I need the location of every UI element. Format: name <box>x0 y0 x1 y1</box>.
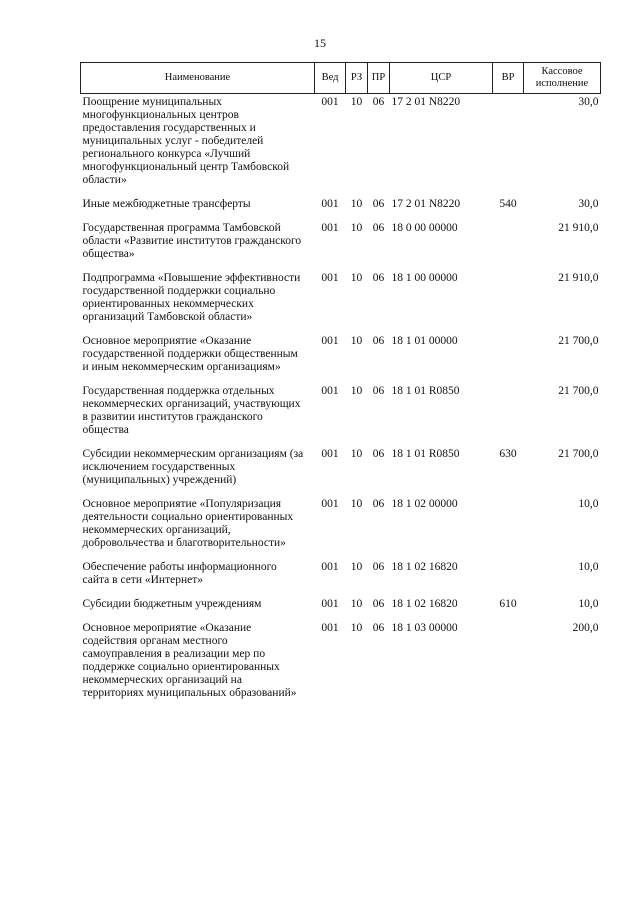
row-rz: 10 <box>350 272 363 284</box>
row-pr: 06 <box>372 498 385 510</box>
row-ved: 001 <box>321 598 339 610</box>
table-row <box>81 220 601 270</box>
row-vr <box>493 94 524 197</box>
row-name: Обеспечение работы информационного сайта в сети «Интернет» <box>82 561 277 586</box>
row-ved: 001 <box>321 498 339 510</box>
row-amount: 30,0 <box>578 96 599 108</box>
table-row <box>81 383 601 446</box>
row-name: Подпрограмма «Повышение эффективности государственной поддержки социально ориентированных некоммерческих организаций Тамбовской области» <box>82 272 301 323</box>
row-name: Основное мероприятие «Оказание государственной поддержки общественным и иным некоммерческим организациям» <box>82 335 298 373</box>
row-name: Поощрение муниципальных многофункциональных центров предоставления государственных и муниципальных услуг - победителей регионального конкурса «Лучший многофункциональный центр Тамбовской области» <box>82 96 290 186</box>
header-name: Наименование <box>81 63 315 94</box>
row-amount: 21 700,0 <box>558 448 599 460</box>
row-amount: 21 910,0 <box>558 272 599 284</box>
row-ved: 001 <box>321 198 339 210</box>
row-rz: 10 <box>350 622 363 634</box>
row-amount: 10,0 <box>578 598 599 610</box>
row-pr: 06 <box>372 561 385 573</box>
row-ved: 001 <box>321 96 339 108</box>
row-pr: 06 <box>372 448 385 460</box>
row-amount: 21 700,0 <box>558 335 599 347</box>
budget-table <box>80 62 601 709</box>
row-rz: 10 <box>350 561 363 573</box>
table-row <box>81 559 601 596</box>
header-rz: РЗ <box>346 63 368 94</box>
row-pr: 06 <box>372 198 385 210</box>
row-ved: 001 <box>321 272 339 284</box>
row-csr: 18 0 00 00000 <box>391 222 458 234</box>
row-csr: 18 1 02 16820 <box>391 598 458 610</box>
row-rz: 10 <box>350 222 363 234</box>
row-csr: 18 1 02 16820 <box>391 561 458 573</box>
row-csr: 18 1 01 00000 <box>391 335 458 347</box>
table-row <box>81 270 601 333</box>
row-amount: 21 700,0 <box>558 385 599 397</box>
row-csr: 17 2 01 N8220 <box>391 96 461 108</box>
table-row <box>81 446 601 496</box>
row-rz: 10 <box>350 335 363 347</box>
header-vr: ВР <box>493 63 524 94</box>
table-row <box>81 94 601 197</box>
row-pr: 06 <box>372 335 385 347</box>
row-vr <box>493 496 524 559</box>
row-rz: 10 <box>350 96 363 108</box>
page-number: 15 <box>314 36 326 50</box>
row-amount: 200,0 <box>572 622 599 634</box>
row-name: Субсидии бюджетным учреждениям <box>82 598 262 610</box>
row-csr: 18 1 01 R0850 <box>391 448 460 460</box>
row-pr: 06 <box>372 622 385 634</box>
row-ved: 001 <box>321 622 339 634</box>
row-ved: 001 <box>321 448 339 460</box>
row-rz: 10 <box>350 448 363 460</box>
row-amount: 30,0 <box>578 198 599 210</box>
row-name: Государственная поддержка отдельных некоммерческих организаций, участвующих в развитии институтов гражданского общества <box>82 385 301 436</box>
header-amount: Кассовое исполнение <box>524 63 601 94</box>
row-csr: 18 1 03 00000 <box>391 622 458 634</box>
row-amount: 10,0 <box>578 498 599 510</box>
header-pr: ПР <box>368 63 390 94</box>
row-pr: 06 <box>372 96 385 108</box>
row-vr: 630 <box>499 448 517 460</box>
row-vr <box>493 220 524 270</box>
row-pr: 06 <box>372 272 385 284</box>
row-ved: 001 <box>321 561 339 573</box>
row-name: Субсидии некоммерческим организациям (за исключением государственных (муниципальных) учреждений) <box>82 448 304 486</box>
row-name: Иные межбюджетные трансферты <box>82 198 251 210</box>
row-vr <box>493 383 524 446</box>
row-rz: 10 <box>350 385 363 397</box>
row-vr <box>493 270 524 333</box>
row-pr: 06 <box>372 598 385 610</box>
row-amount: 10,0 <box>578 561 599 573</box>
table-row <box>81 596 601 620</box>
row-vr: 540 <box>499 198 517 210</box>
table-row <box>81 620 601 709</box>
row-name: Государственная программа Тамбовской области «Развитие институтов гражданского общества» <box>82 222 302 260</box>
header-ved: Вед <box>315 63 346 94</box>
row-name: Основное мероприятие «Популяризация деятельности социально ориентированных некоммерческих организаций, добровольчества и благотворительности» <box>82 498 294 549</box>
row-csr: 18 1 00 00000 <box>391 272 458 284</box>
row-vr: 610 <box>499 598 517 610</box>
header-csr: ЦСР <box>390 63 493 94</box>
row-vr <box>493 333 524 383</box>
row-name: Основное мероприятие «Оказание содействия органам местного самоуправления в реализации мер по поддержке социально ориентированных некоммерческих организаций на территориях муниципальных образований» <box>82 622 297 699</box>
row-csr: 18 1 02 00000 <box>391 498 458 510</box>
row-pr: 06 <box>372 385 385 397</box>
table-row <box>81 196 601 220</box>
row-rz: 10 <box>350 598 363 610</box>
row-csr: 17 2 01 N8220 <box>391 198 461 210</box>
row-vr <box>493 620 524 709</box>
row-ved: 001 <box>321 335 339 347</box>
row-rz: 10 <box>350 498 363 510</box>
row-amount: 21 910,0 <box>558 222 599 234</box>
row-vr <box>493 559 524 596</box>
table-row <box>81 496 601 559</box>
row-csr: 18 1 01 R0850 <box>391 385 460 397</box>
row-ved: 001 <box>321 222 339 234</box>
row-ved: 001 <box>321 385 339 397</box>
table-header-row <box>81 63 601 94</box>
row-rz: 10 <box>350 198 363 210</box>
row-pr: 06 <box>372 222 385 234</box>
table-row <box>81 333 601 383</box>
